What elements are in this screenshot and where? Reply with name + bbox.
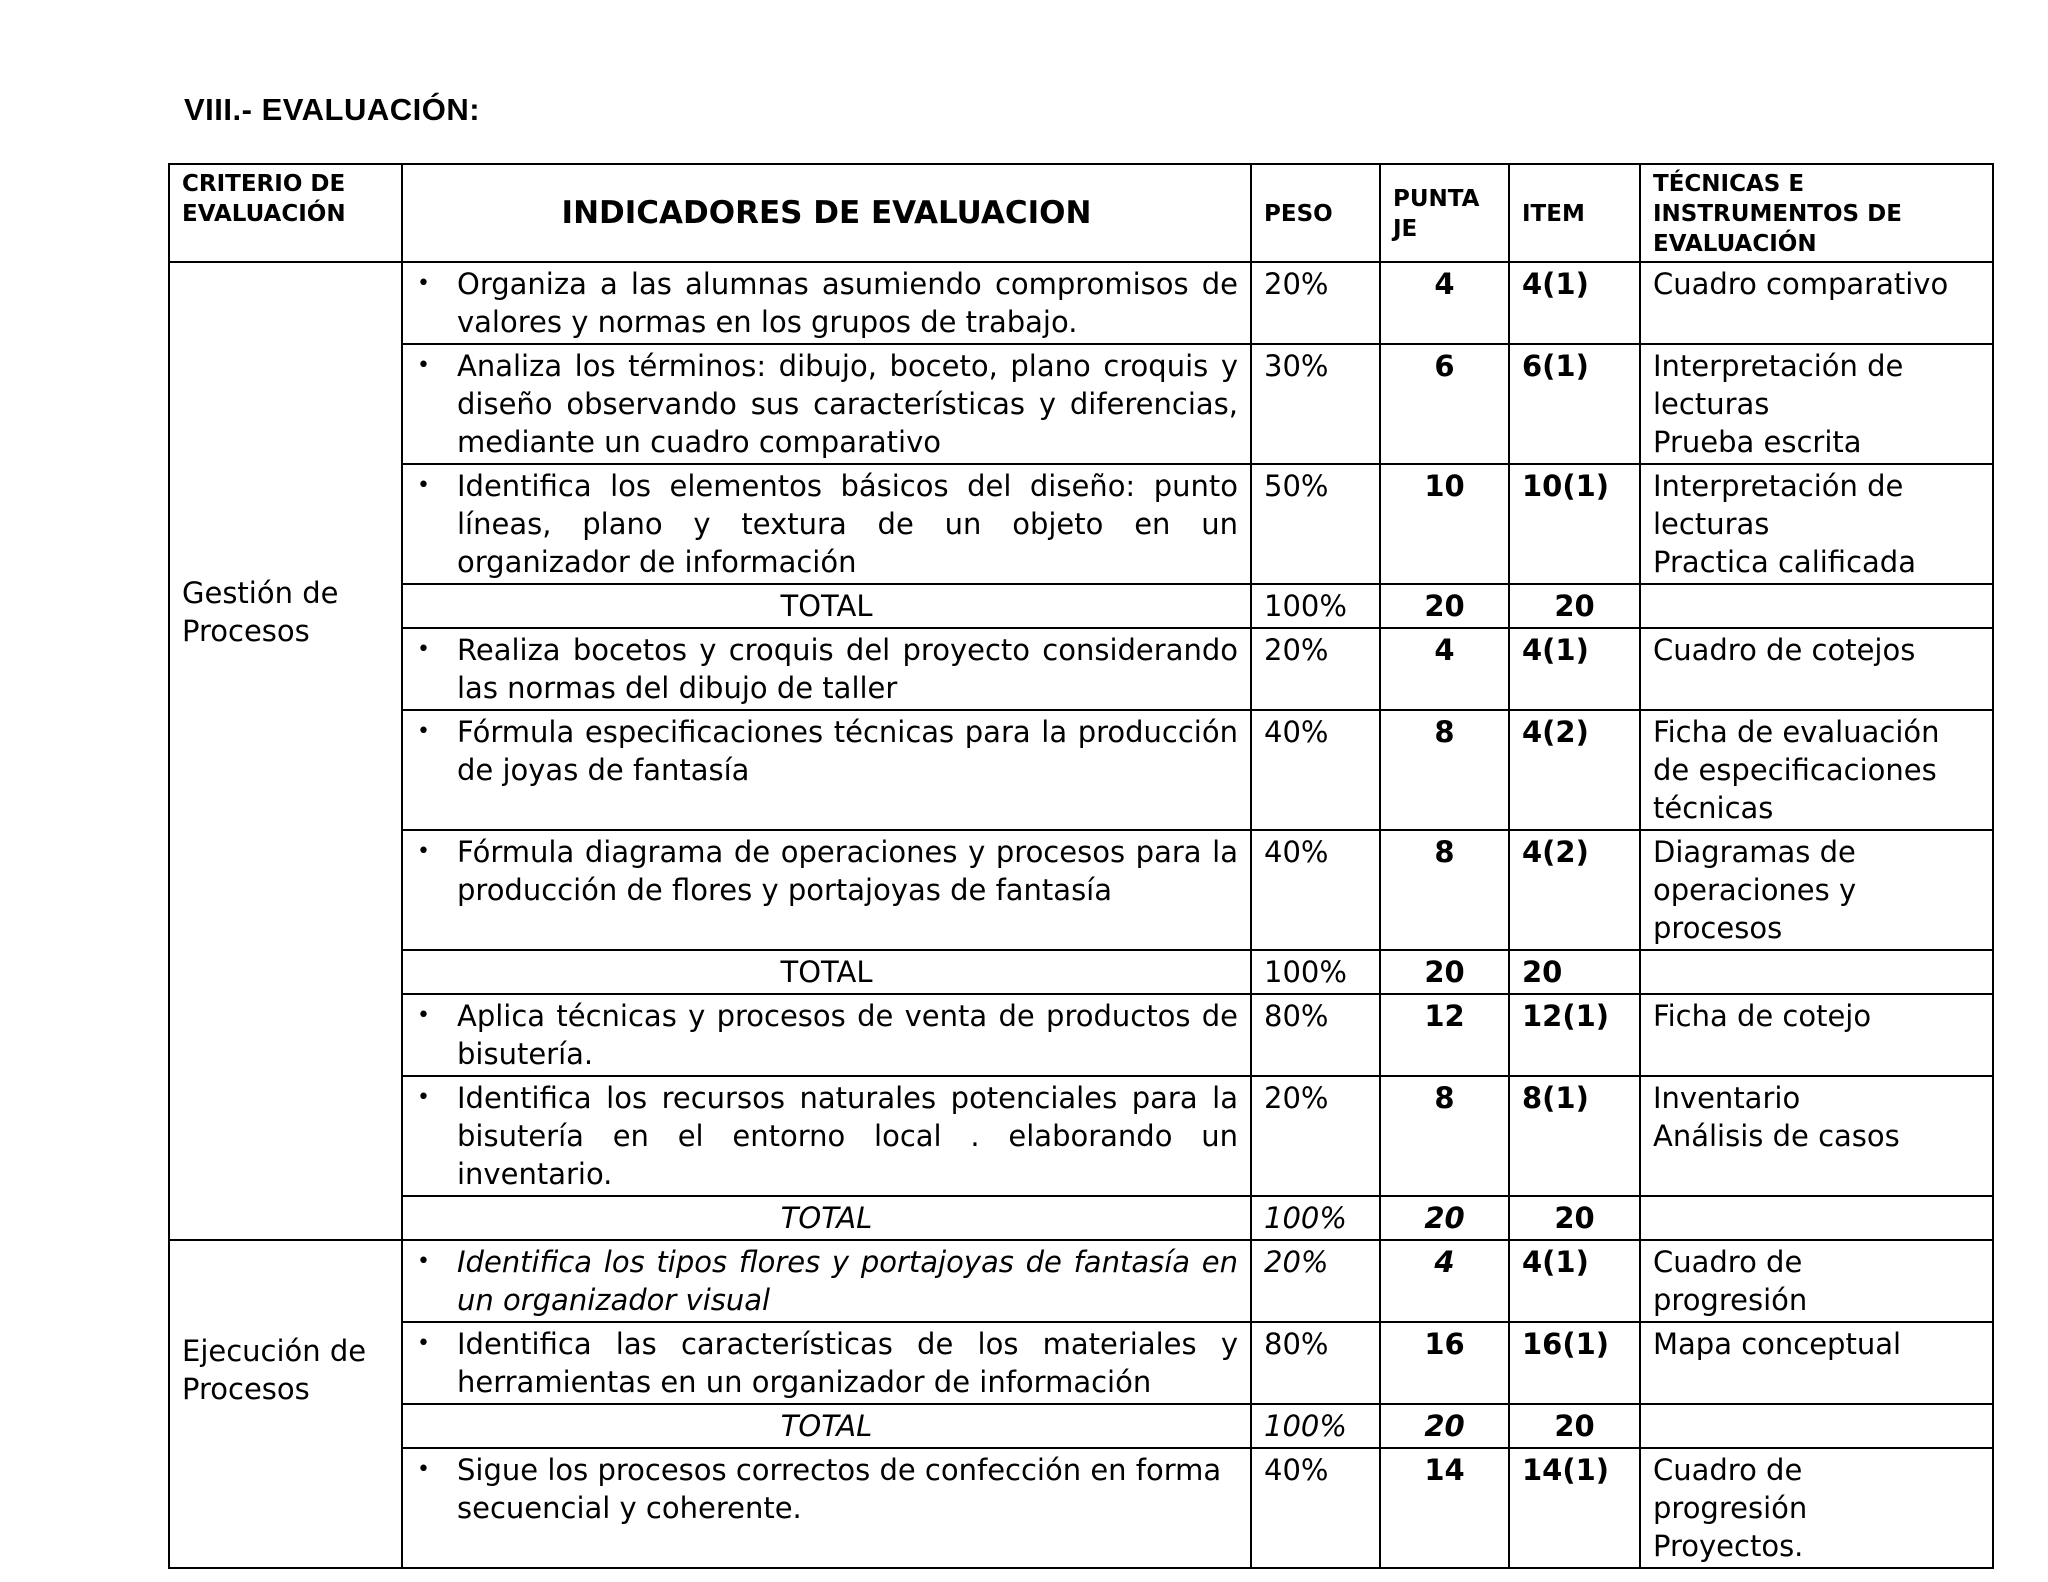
criterio-gestion: Gestión de Procesos — [169, 262, 402, 1240]
header-indicadores: INDICADORES DE EVALUACION — [402, 164, 1251, 262]
puntaje-cell: 16 — [1380, 1322, 1509, 1404]
peso-cell: 100% — [1251, 1404, 1380, 1448]
item-cell: 4(1) — [1509, 628, 1640, 710]
total-row — [169, 950, 1993, 994]
peso-cell: 40% — [1251, 710, 1380, 830]
peso-cell: 80% — [1251, 994, 1380, 1076]
item-cell: 8(1) — [1509, 1076, 1640, 1196]
indicator-cell: • Identifica los recursos naturales potenciales para la bisutería en el entorno local . elaborando un inventario. — [402, 1076, 1251, 1196]
tecnicas-cell: Ficha de cotejo — [1640, 994, 1993, 1076]
table-row — [169, 628, 1993, 710]
item-cell: 14(1) — [1509, 1448, 1640, 1568]
item-cell: 4(1) — [1509, 1240, 1640, 1322]
header-peso: PESO — [1251, 164, 1380, 262]
tecnicas-cell: Ficha de evaluación de especificaciones técnicas — [1640, 710, 1993, 830]
puntaje-cell: 8 — [1380, 1076, 1509, 1196]
tecnicas-cell: Cuadro comparativo — [1640, 262, 1993, 344]
tecnicas-cell: Mapa conceptual — [1640, 1322, 1993, 1404]
item-cell: 16(1) — [1509, 1322, 1640, 1404]
table-row — [169, 994, 1993, 1076]
tecnicas-cell: Cuadro de progresión — [1640, 1240, 1993, 1322]
item-cell: 20 — [1509, 1404, 1640, 1448]
peso-cell: 20% — [1251, 628, 1380, 710]
peso-cell: 20% — [1251, 1076, 1380, 1196]
puntaje-cell: 4 — [1380, 262, 1509, 344]
peso-cell: 20% — [1251, 262, 1380, 344]
table-row — [169, 344, 1993, 464]
peso-cell: 80% — [1251, 1322, 1380, 1404]
item-cell: 4(2) — [1509, 710, 1640, 830]
table-row — [169, 1322, 1993, 1404]
peso-cell: 20% — [1251, 1240, 1380, 1322]
total-label: TOTAL — [402, 1404, 1251, 1448]
puntaje-cell: 20 — [1380, 1196, 1509, 1240]
total-label: TOTAL — [402, 950, 1251, 994]
item-cell: 20 — [1509, 1196, 1640, 1240]
indicator-cell: • Identifica las características de los materiales y herramientas en un organizador de información — [402, 1322, 1251, 1404]
puntaje-cell: 20 — [1380, 950, 1509, 994]
tecnicas-cell: Interpretación de lecturas Practica calificada — [1640, 464, 1993, 584]
item-cell: 20 — [1509, 584, 1640, 628]
table-row — [169, 464, 1993, 584]
puntaje-cell: 4 — [1380, 628, 1509, 710]
indicator-cell: • Realiza bocetos y croquis del proyecto considerando las normas del dibujo de taller — [402, 628, 1251, 710]
table-row — [169, 262, 1993, 344]
item-cell: 12(1) — [1509, 994, 1640, 1076]
total-label: TOTAL — [402, 584, 1251, 628]
item-cell: 4(2) — [1509, 830, 1640, 950]
header-item: ITEM — [1509, 164, 1640, 262]
indicator-cell: • Fórmula especificaciones técnicas para la producción de joyas de fantasía — [402, 710, 1251, 830]
item-cell: 4(1) — [1509, 262, 1640, 344]
table-row — [169, 1240, 1993, 1322]
total-row — [169, 1404, 1993, 1448]
puntaje-cell: 10 — [1380, 464, 1509, 584]
puntaje-cell: 14 — [1380, 1448, 1509, 1568]
header-criterio: CRITERIO DE EVALUACIÓN — [169, 164, 402, 262]
peso-cell: 30% — [1251, 344, 1380, 464]
item-cell: 6(1) — [1509, 344, 1640, 464]
table-row — [169, 710, 1993, 830]
tecnicas-cell — [1640, 1196, 1993, 1240]
header-tecnicas: TÉCNICAS E INSTRUMENTOS DE EVALUACIÓN — [1640, 164, 1993, 262]
indicator-cell: • Aplica técnicas y procesos de venta de productos de bisutería. — [402, 994, 1251, 1076]
header-row — [169, 164, 1993, 262]
header-puntaje: PUNTA JE — [1380, 164, 1509, 262]
peso-cell: 100% — [1251, 1196, 1380, 1240]
indicator-cell: • Organiza a las alumnas asumiendo compromisos de valores y normas en los grupos de trabajo. — [402, 262, 1251, 344]
total-row — [169, 584, 1993, 628]
peso-cell: 100% — [1251, 584, 1380, 628]
puntaje-cell: 4 — [1380, 1240, 1509, 1322]
total-row — [169, 1196, 1993, 1240]
puntaje-cell: 8 — [1380, 830, 1509, 950]
item-cell: 20 — [1509, 950, 1640, 994]
puntaje-cell: 6 — [1380, 344, 1509, 464]
table-row — [169, 1448, 1993, 1568]
puntaje-cell: 12 — [1380, 994, 1509, 1076]
indicator-cell: • Fórmula diagrama de operaciones y procesos para la producción de flores y portajoyas de fantasía — [402, 830, 1251, 950]
tecnicas-cell: Interpretación de lecturas Prueba escrita — [1640, 344, 1993, 464]
indicator-cell: • Sigue los procesos correctos de confección en forma secuencial y coherente. — [402, 1448, 1251, 1568]
indicator-cell: • Identifica los tipos flores y portajoyas de fantasía en un organizador visual — [402, 1240, 1251, 1322]
total-label: TOTAL — [402, 1196, 1251, 1240]
tecnicas-cell — [1640, 1404, 1993, 1448]
indicator-cell: • Analiza los términos: dibujo, boceto, plano croquis y diseño observando sus características y diferencias, mediante un cuadro comparativo — [402, 344, 1251, 464]
tecnicas-cell: Cuadro de progresión Proyectos. — [1640, 1448, 1993, 1568]
table-row — [169, 830, 1993, 950]
peso-cell: 40% — [1251, 1448, 1380, 1568]
tecnicas-cell — [1640, 950, 1993, 994]
item-cell: 10(1) — [1509, 464, 1640, 584]
criterio-ejecucion: Ejecución de Procesos — [169, 1240, 402, 1568]
puntaje-cell: 8 — [1380, 710, 1509, 830]
peso-cell: 50% — [1251, 464, 1380, 584]
peso-cell: 100% — [1251, 950, 1380, 994]
evaluation-table — [168, 163, 1994, 1569]
puntaje-cell: 20 — [1380, 584, 1509, 628]
tecnicas-cell: Diagramas de operaciones y procesos — [1640, 830, 1993, 950]
tecnicas-cell — [1640, 584, 1993, 628]
section-title: VIII.- EVALUACIÓN: — [184, 92, 481, 127]
tecnicas-cell: Inventario Análisis de casos — [1640, 1076, 1993, 1196]
puntaje-cell: 20 — [1380, 1404, 1509, 1448]
tecnicas-cell: Cuadro de cotejos — [1640, 628, 1993, 710]
table-row — [169, 1076, 1993, 1196]
indicator-cell: • Identifica los elementos básicos del diseño: punto líneas, plano y textura de un objeto en un organizador de información — [402, 464, 1251, 584]
peso-cell: 40% — [1251, 830, 1380, 950]
